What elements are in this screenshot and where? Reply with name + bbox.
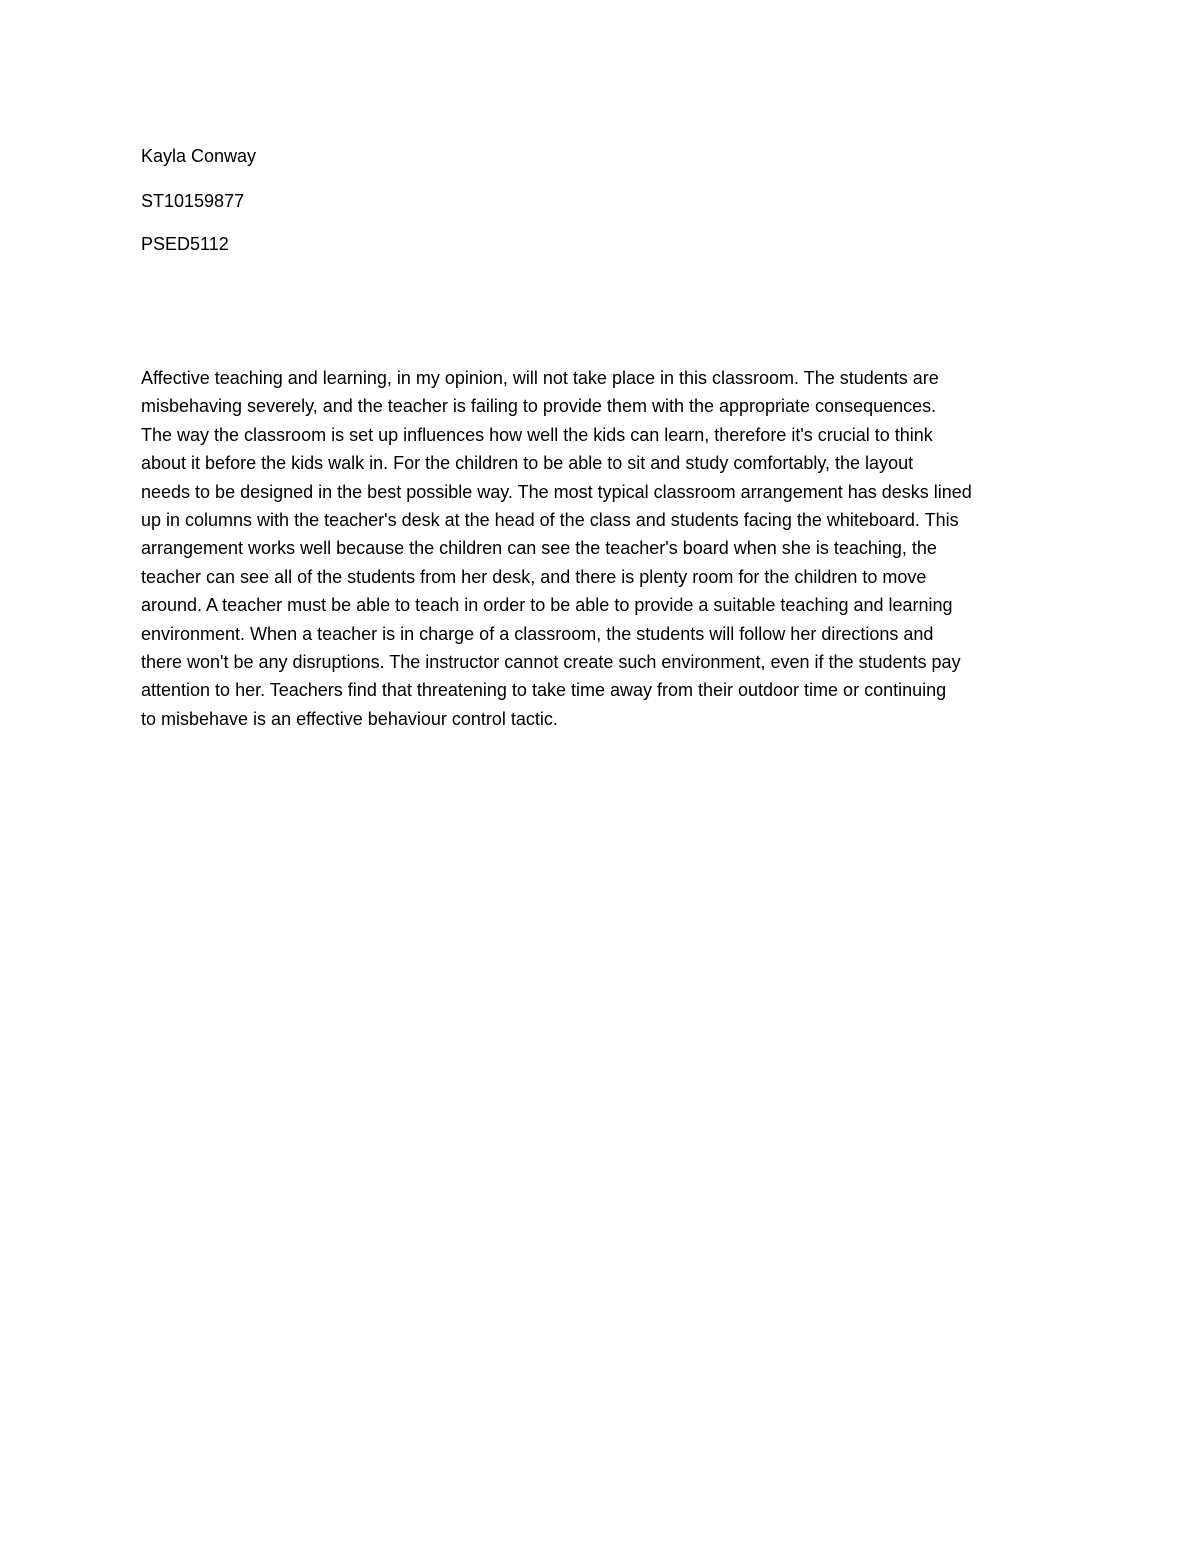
- paragraph-line: there won't be any disruptions. The instructor cannot create such environment, even if the students pay: [141, 652, 961, 673]
- paragraph-line: attention to her. Teachers find that threatening to take time away from their outdoor time or continuing: [141, 680, 947, 701]
- paragraph-line: about it before the kids walk in. For the children to be able to sit and study comfortably, the layout: [141, 453, 914, 474]
- paragraph-line: The way the classroom is set up influences how well the kids can learn, therefore it's crucial to think: [141, 424, 933, 445]
- paragraph-line: Affective teaching and learning, in my opinion, will not take place in this classroom. The students are: [141, 368, 939, 388]
- paragraph-line: environment. When a teacher is in charge of a classroom, the students will follow her directions and: [141, 623, 934, 644]
- paragraph-line: to misbehave is an effective behaviour control tactic.: [141, 708, 558, 729]
- paragraph-line: around. A teacher must be able to teach in order to be able to provide a suitable teaching and learning: [141, 595, 953, 616]
- student-number: ST10159877: [141, 191, 245, 211]
- paragraph-line: misbehaving severely, and the teacher is failing to provide them with the appropriate consequences.: [141, 396, 937, 417]
- paragraph-line: up in columns with the teacher's desk at the head of the class and students facing the whiteboard. This: [141, 510, 959, 531]
- paragraph-line: arrangement works well because the children can see the teacher's board when she is teaching, the: [141, 538, 937, 559]
- module-code: PSED5112: [141, 234, 229, 254]
- paragraph-line: needs to be designed in the best possible way. The most typical classroom arrangement has desks lined: [141, 481, 972, 502]
- essay-paragraph: [141, 364, 1071, 733]
- paragraph-line: teacher can see all of the students from her desk, and there is plenty room for the children to move: [141, 566, 927, 587]
- author-name: Kayla Conway: [141, 146, 257, 166]
